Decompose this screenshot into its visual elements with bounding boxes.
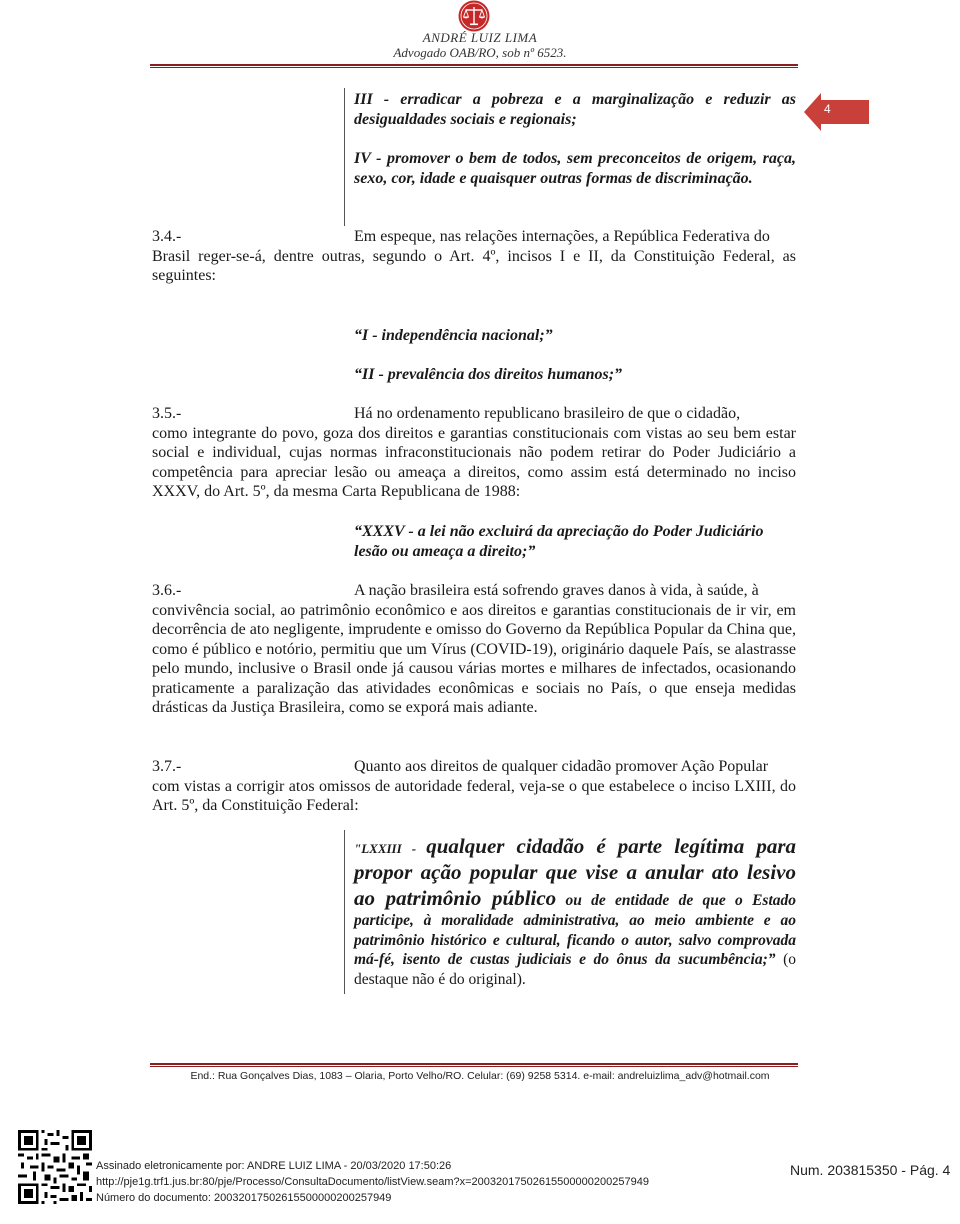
lawyer-registration: Advogado OAB/RO, sob nº 6523. [393, 45, 567, 60]
document-number: Número do documento: 20032017502615500000200257949 [96, 1192, 392, 1204]
paragraph-first-line: Em espeque, nas relações internações, a República Federativa do [354, 228, 770, 245]
quote-inciso-xxxv: “XXXV - a lei não excluirá da apreciação do Poder Judiciário lesão ou ameaça a direito;” [354, 523, 764, 560]
signature-line: Assinado eletronicamente por: ANDRE LUIZ LIMA - 20/03/2020 17:50:26 [96, 1160, 452, 1172]
quote-item-iv: IV - promover o bem de todos, sem preconceitos de origem, raça, sexo, cor, idade e quaisquer outras formas de discriminação. [354, 150, 796, 187]
quote-note: (o destaque não é do original). [354, 951, 796, 988]
section-number: 3.5.- [152, 405, 182, 422]
qr-code-icon[interactable] [18, 1130, 92, 1204]
header-divider [150, 64, 798, 68]
paragraph-first-line: Há no ordenamento republicano brasileiro de que o cidadão, [354, 405, 741, 422]
page-number-label: 4 [824, 102, 831, 116]
paragraph-3-7 [152, 757, 796, 816]
paragraph-body: como integrante do povo, goza dos direitos e garantias constitucionais com vistas ao seu bem estar social e individual, cujas normas infraconstitucionais não podem retirar do Poder Judiciário a competência para apreciar lesão ou ameaça a direitos, como assim está determinado no inciso XXXV, do Art. 5º, da mesma Carta Republicana de 1988: [152, 424, 796, 500]
quote-vertical-bar [344, 88, 345, 226]
paragraph-3-5 [152, 404, 796, 502]
section-number: 3.4.- [152, 228, 182, 245]
paragraph-3-4 [152, 227, 796, 286]
quote-item-iii: III - erradicar a pobreza e a marginalização e reduzir as desigualdades sociais e regionais; [354, 91, 796, 128]
footer-divider [150, 1063, 798, 1067]
section-number: 3.6.- [152, 582, 182, 599]
paragraph-first-line: Quanto aos direitos de qualquer cidadão promover Ação Popular [354, 758, 769, 775]
quote-prefix: "LXXIII - [354, 841, 427, 856]
quote-continuation: ou de entidade de que o [556, 892, 743, 909]
page-number-tab [804, 93, 869, 131]
paragraph-3-6 [152, 581, 796, 718]
footer-address: End.: Rua Gonçalves Dias, 1083 – Olaria, Porto Velho/RO. Celular: (69) 9258 5314. e-mail: andreluizlima_adv@hotmail.com [190, 1070, 770, 1082]
quote-vertical-bar [344, 830, 345, 994]
lawyer-name: ANDRÉ LUIZ LIMA [422, 30, 538, 45]
paragraph-body: convivência social, ao patrimônio econômico e aos direitos e garantias constitucionais de ir vir, em decorrência de ato negligente, imprudente e omisso do Governo da República Popular da China que, como é público e notório, permitiu que um Vírus (COVID-19), originário daquele País, se alastrasse pelo mundo, inclusive o Brasil onde já causou várias mortes e milhares de infectados, ocasionando praticamente a paralização das atividades econômicas e sociais no País, o que enseja medidas drásticas da Justiça Brasileira, como se exporá mais adiante. [152, 601, 796, 716]
paragraph-body: com vistas a corrigir atos omissos de autoridade federal, veja-se o que estabelece o inciso LXIII, do Art. 5º, da Constituição Federal: [152, 777, 796, 814]
quote-rest: Estado participe, à moralidade administrativa, ao meio ambiente e ao patrimônio histórico e cultural, ficando o autor, salvo comprovada má-fé, isento de custas judiciais e do ônus da sucumbência;” [354, 892, 796, 968]
quote-emphasis: qualquer cidadão é parte legítima para propor ação popular que vise a anular ato lesivo ao patrimônio público [354, 834, 796, 910]
scales-of-justice-icon [457, 0, 491, 34]
document-url[interactable]: http://pje1g.trf1.jus.br:80/pje/Processo/ConsultaDocumento/listView.seam?x=20032017502615500000200257949 [96, 1176, 649, 1188]
quote-inciso-lxxiii [354, 833, 796, 989]
section-number: 3.7.- [152, 758, 182, 775]
page-reference: Num. 203815350 - Pág. 4 [790, 1162, 951, 1178]
quote-inciso-i: “I - independência nacional;” [354, 327, 553, 344]
paragraph-first-line: A nação brasileira está sofrendo graves danos à vida, à saúde, à [354, 582, 759, 599]
paragraph-body: Brasil reger-se-á, dentre outras, segundo o Art. 4º, incisos I e II, da Constituição Federal, as seguintes: [152, 247, 796, 284]
quote-inciso-ii: “II - prevalência dos direitos humanos;” [354, 366, 623, 383]
